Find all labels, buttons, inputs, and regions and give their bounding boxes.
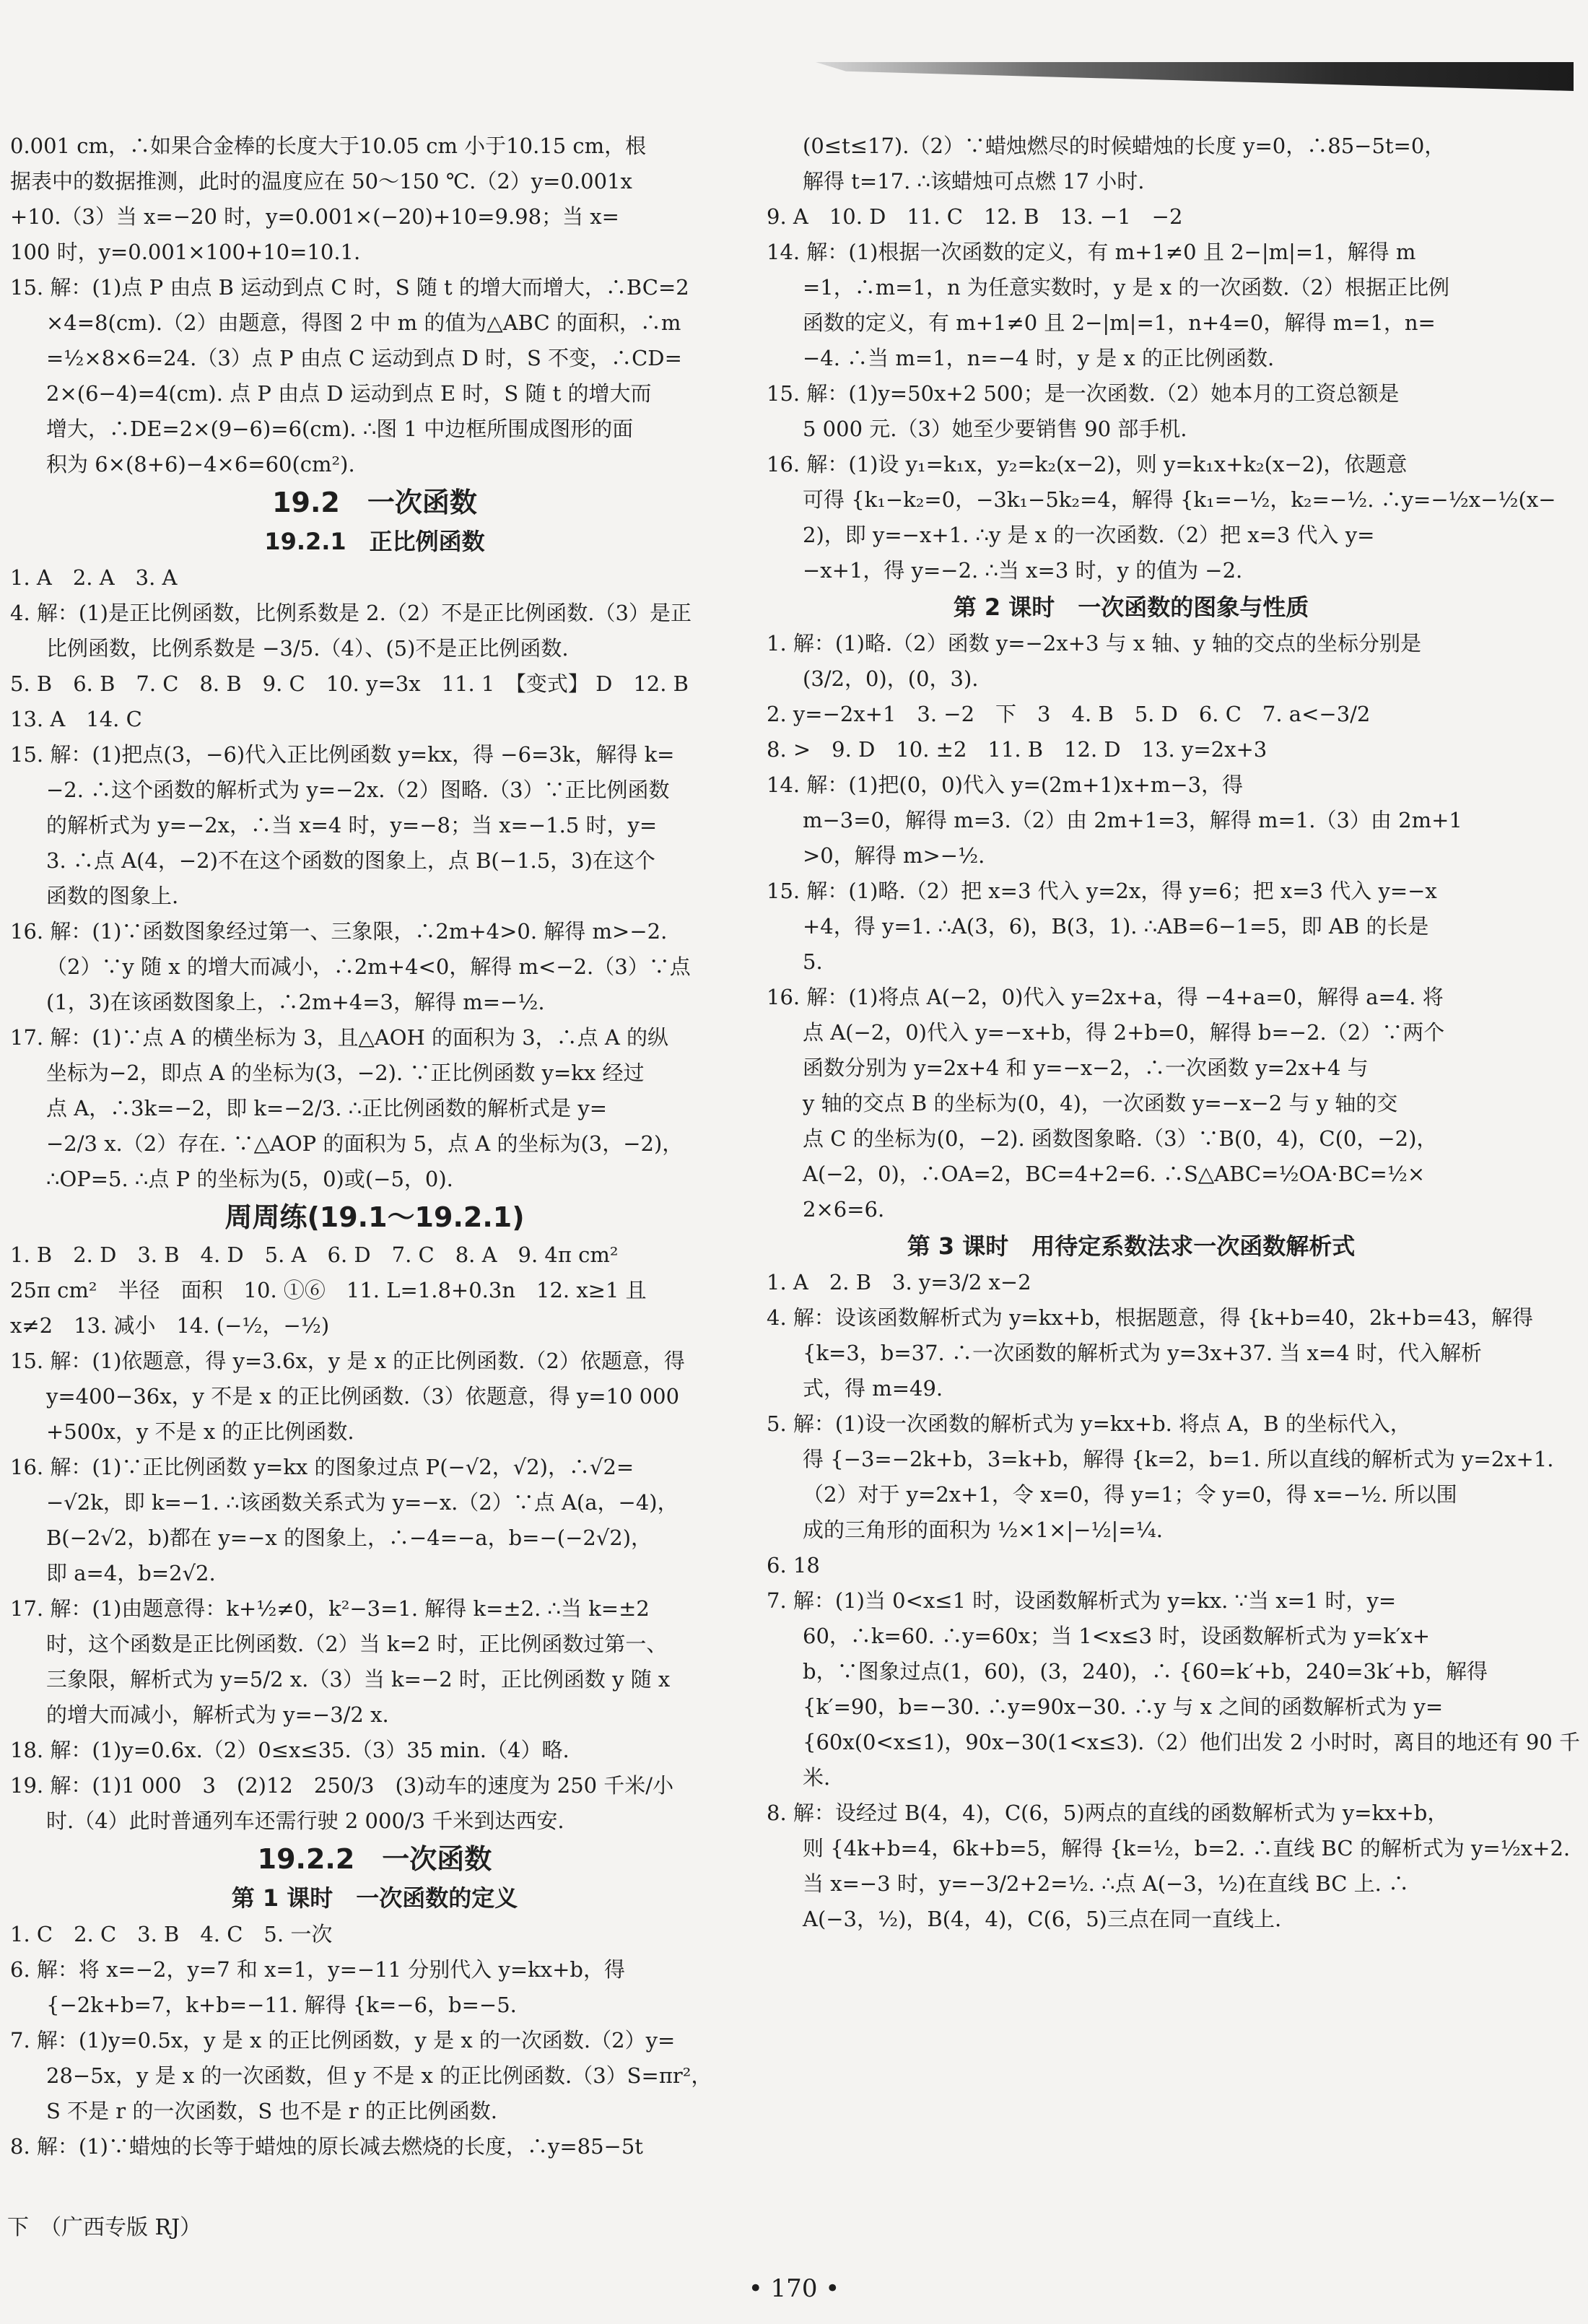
answer-line: y=400−36x，y 不是 x 的正比例函数.（3）依题意，得 y=10 000 [46, 1384, 680, 1409]
answer-line: 14. 解：(1)把(0，0)代入 y=(2m+1)x+m−3，得 [767, 773, 1244, 797]
answer-line: 7. 解：(1)当 0<x≤1 时，设函数解析式为 y=kx. ∵当 x=1 时，y= [767, 1588, 1397, 1613]
answer-line: 5. [803, 949, 823, 974]
answer-line: −2/3 x.（2）存在. ∵△AOP 的面积为 5，点 A 的坐标为(3，−2)， [46, 1131, 684, 1156]
answer-line: 17. 解：(1)由题意得：k+½≠0，k²−3=1. 解得 k=±2. ∴当 k=±2 [10, 1596, 650, 1621]
answer-line: 100 时，y=0.001×100+10=10.1. [10, 240, 361, 264]
answer-line: 解得 t=17. ∴该蜡烛可点燃 17 小时. [803, 169, 1145, 193]
answer-line: 增大，∴DE=2×(9−6)=6(cm). ∴图 1 中边框所围成图形的面 [46, 417, 634, 441]
answer-line: （2）∵y 随 x 的增大而减小，∴2m+4<0，解得 m<−2.（3）∵点 [46, 954, 691, 979]
answer-line: −√2k，即 k=−1. ∴该函数关系式为 y=−x.（2）∵点 A(a，−4)， [46, 1490, 679, 1515]
answer-line: ∴OP=5. ∴点 P 的坐标为(5，0)或(−5，0). [46, 1167, 453, 1191]
answer-line: 米. [803, 1765, 831, 1790]
answer-line: ×4=8(cm).（2）由题意，得图 2 中 m 的值为△ABC 的面积，∴m [46, 310, 681, 335]
answer-line: A(−3，½)，B(4，4)，C(6，5)三点在同一直线上. [803, 1907, 1282, 1931]
answer-line: +4，得 y=1. ∴A(3，6)，B(3，1). ∴AB=6−1=5，即 AB 的长是 [803, 914, 1429, 939]
answer-line: 时，这个函数是正比例函数.（2）当 k=2 时，正比例函数过第一、 [46, 1632, 668, 1656]
answer-line: 19. 解：(1)1 000 3 (2)12 250/3 (3)动车的速度为 250 千米/小 [10, 1773, 674, 1798]
answer-line: 的解析式为 y=−2x，∴当 x=4 时，y=−8；当 x=−1.5 时，y= [46, 813, 658, 837]
answer-line: {k′=90，b=−30. ∴y=90x−30. ∴y 与 x 之间的函数解析式为 y= [803, 1694, 1444, 1719]
answer-line: 17. 解：(1)∵点 A 的横坐标为 3，且△AOH 的面积为 3，∴点 A 的纵 [10, 1025, 669, 1050]
answer-line: 函数的定义，有 m+1≠0 且 2−|m|=1，n+4=0，解得 m=1，n= [803, 310, 1436, 335]
answer-line: {k=3，b=37. ∴一次函数的解析式为 y=3x+37. 当 x=4 时，代入解析 [803, 1341, 1482, 1365]
answer-line: −2. ∴这个函数的解析式为 y=−2x.（2）图略.（3）∵正比例函数 [46, 778, 670, 802]
answer-line: 点 A(−2，0)代入 y=−x+b，得 2+b=0，解得 b=−2.（2）∵两个 [803, 1020, 1445, 1045]
answer-line: S 不是 r 的一次函数，S 也不是 r 的正比例函数. [46, 2099, 497, 2123]
answer-line: 1. A 2. A 3. A [10, 565, 178, 590]
answer-line: 8. > 9. D 10. ±2 11. B 12. D 13. y=2x+3 [767, 737, 1268, 762]
answer-line: 1. B 2. D 3. B 4. D 5. A 6. D 7. C 8. A 9. 4π cm² [10, 1242, 619, 1267]
answer-line: −4. ∴当 m=1，n=−4 时，y 是 x 的正比例函数. [803, 346, 1275, 370]
answer-line: −x+1，得 y=−2. ∴当 x=3 时，y 的值为 −2. [803, 558, 1243, 583]
answer-line: 6. 解：将 x=−2，y=7 和 x=1，y=−11 分别代入 y=kx+b，得 [10, 1957, 625, 1982]
answer-line: 9. A 10. D 11. C 12. B 13. −1 −2 [767, 204, 1183, 229]
answer-line: 16. 解：(1)∵函数图象经过第一、三象限，∴2m+4>0. 解得 m>−2. [10, 919, 668, 944]
answer-line: 6. 18 [767, 1553, 820, 1577]
answer-line: 2. y=−2x+1 3. −2 下 3 4. B 5. D 6. C 7. a<−3/2 [767, 702, 1371, 726]
answer-line: 15. 解：(1)点 P 由点 B 运动到点 C 时，S 随 t 的增大而增大，∴BC=2 [10, 275, 689, 300]
answer-line: 点 C 的坐标为(0，−2). 函数图象略.（3）∵B(0，4)，C(0，−2)， [803, 1126, 1438, 1151]
answer-line: 三象限，解析式为 y=5/2 x.（3）当 k=−2 时，正比例函数 y 随 x [46, 1667, 671, 1692]
answer-line: 得 {−3=−2k+b，3=k+b，解得 {k=2，b=1. 所以直线的解析式为 y=2x+1. [803, 1447, 1554, 1471]
answer-line: 则 {4k+b=4，6k+b=5，解得 {k=½，b=2. ∴直线 BC 的解析式为 y=½x+2. [803, 1836, 1571, 1860]
subsection-heading: 19.2.1 正比例函数 [264, 528, 485, 555]
answer-line: 18. 解：(1)y=0.6x.（2）0≤x≤35.（3）35 min.（4）略. [10, 1738, 570, 1762]
answer-line: b，∵图象过点(1，60)，(3，240)，∴ {60=k′+b，240=3k′+b，解得 [803, 1659, 1488, 1684]
answer-line: 比例函数，比例系数是 −3/5.（4）、(5)不是正比例函数. [46, 636, 569, 661]
answer-line: 函数分别为 y=2x+4 和 y=−x−2，∴一次函数 y=2x+4 与 [803, 1056, 1369, 1080]
answer-line: 2)，即 y=−x+1. ∴y 是 x 的一次函数.（2）把 x=3 代入 y= [803, 523, 1375, 547]
answer-line: 1. A 2. B 3. y=3/2 x−2 [767, 1270, 1031, 1294]
answer-line: 15. 解：(1)略.（2）把 x=3 代入 y=2x，得 y=6；把 x=3 代入 y=−x [767, 879, 1437, 903]
answer-line: x≠2 13. 减小 14. (−½，−½) [10, 1313, 330, 1338]
answer-line: 时.（4）此时普通列车还需行驶 2 000/3 千米到达西安. [46, 1809, 564, 1833]
left-column [10, 129, 739, 2244]
answer-line: 5. 解：(1)设一次函数的解析式为 y=kx+b. 将点 A，B 的坐标代入， [767, 1411, 1411, 1436]
answer-line: {60x(0<x≤1)，90x−30(1<x≤3).（2）他们出发 2 小时时，离目的地还有 90 千 [803, 1730, 1581, 1754]
answer-line: 据表中的数据推测，此时的温度应在 50～150 ℃.（2）y=0.001x [10, 169, 632, 193]
subsection-heading: 第 3 课时 用待定系数法求一次函数解析式 [907, 1232, 1356, 1260]
answer-line: 即 a=4，b=2√2. [46, 1561, 216, 1585]
answer-line: (0≤t≤17).（2）∵蜡烛燃尽的时候蜡烛的长度 y=0，∴85−5t=0， [803, 134, 1446, 158]
answer-line: 14. 解：(1)根据一次函数的定义，有 m+1≠0 且 2−|m|=1，解得 m [767, 240, 1416, 264]
answer-line: 积为 6×(8+6)−4×6=60(cm²). [46, 452, 355, 476]
answer-line: 8. 解：设经过 B(4，4)，C(6，5)两点的直线的函数解析式为 y=kx+b， [767, 1801, 1449, 1825]
answer-line: 1. C 2. C 3. B 4. C 5. 一次 [10, 1922, 333, 1946]
answer-line: 坐标为−2，即点 A 的坐标为(3，−2). ∵正比例函数 y=kx 经过 [46, 1061, 645, 1085]
answer-line: =½×8×6=24.（3）点 P 由点 C 运动到点 D 时，S 不变，∴CD= [46, 346, 682, 370]
answer-line: （2）对于 y=2x+1，令 x=0，得 y=1；令 y=0，得 x=−½. 所以围 [803, 1482, 1457, 1507]
answer-line: A(−2，0)，∴OA=2，BC=4+2=6. ∴S△ABC=½OA·BC=½× [803, 1162, 1426, 1186]
answer-line: 可得 {k₁−k₂=0，−3k₁−5k₂=4，解得 {k₁=−½，k₂=−½. ∴y=−½x−½(x− [803, 487, 1556, 512]
answer-line: =1，∴m=1，n 为任意实数时，y 是 x 的一次函数.（2）根据正比例 [803, 275, 1449, 300]
answer-line: {−2k+b=7，k+b=−11. 解得 {k=−6，b=−5. [46, 1993, 517, 2017]
answer-line: >0，解得 m>−½. [803, 843, 985, 868]
page-number: • 170 • [748, 2274, 840, 2303]
right-column [767, 129, 1581, 2244]
answer-line: 15. 解：(1)把点(3，−6)代入正比例函数 y=kx，得 −6=3k，解得 k= [10, 742, 675, 767]
answer-line: 28−5x，y 是 x 的一次函数，但 y 不是 x 的正比例函数.（3）S=πr²， [46, 2063, 712, 2088]
answer-line: 15. 解：(1)y=50x+2 500；是一次函数.（2）她本月的工资总额是 [767, 381, 1400, 406]
answer-line: y 轴的交点 B 的坐标为(0，4)，一次函数 y=−x−2 与 y 轴的交 [803, 1091, 1398, 1115]
answer-line: 点 A，∴3k=−2，即 k=−2/3. ∴正比例函数的解析式是 y= [46, 1096, 608, 1120]
answer-line: B(−2√2，b)都在 y=−x 的图象上，∴−4=−a，b=−(−2√2)， [46, 1526, 653, 1550]
answer-line: 4. 解：(1)是正比例函数，比例系数是 2.（2）不是正比例函数.（3）是正 [10, 601, 692, 625]
answer-line: 25π cm² 半径 面积 10. ①⑥ 11. L=1.8+0.3n 12. x≥1 且 [10, 1278, 647, 1302]
answer-line: 3. ∴点 A(4，−2)不在这个函数的图象上，点 B(−1.5，3)在这个 [46, 848, 655, 873]
answer-line: 16. 解：(1)将点 A(−2，0)代入 y=2x+a，得 −4+a=0，解得 a=4. 将 [767, 985, 1444, 1009]
answer-line: m−3=0，解得 m=3.（2）由 2m+1=3，解得 m=1.（3）由 2m+1 [803, 808, 1462, 832]
answer-line: 函数的图象上. [46, 884, 179, 908]
answer-line: 16. 解：(1)∵正比例函数 y=kx 的图象过点 P(−√2，√2)，∴√2= [10, 1455, 634, 1479]
answer-line: 0.001 cm，∴如果合金棒的长度大于10.05 cm 小于10.15 cm，根 [10, 134, 647, 158]
answer-line: 8. 解：(1)∵蜡烛的长等于蜡烛的原长减去燃烧的长度，∴y=85−5t [10, 2134, 643, 2159]
answer-line: 4. 解：设该函数解析式为 y=kx+b，根据题意，得 {k+b=40，2k+b=43，解得 [767, 1305, 1533, 1330]
answer-line: 15. 解：(1)依题意，得 y=3.6x，y 是 x 的正比例函数.（2）依题意，得 [10, 1349, 685, 1373]
answer-line: (3/2，0)，(0，3). [803, 666, 979, 691]
section-heading: 19.2 一次函数 [272, 487, 477, 518]
answer-line: 5 000 元.（3）她至少要销售 90 部手机. [803, 417, 1187, 441]
answer-line: 13. A 14. C [10, 707, 142, 731]
answer-line: 5. B 6. B 7. C 8. B 9. C 10. y=3x 11. 1 【变式】 D 12. B [10, 671, 689, 696]
footer-edition: 下 （广西专版 RJ） [7, 2215, 202, 2240]
answer-line: 式，得 m=49. [803, 1376, 943, 1401]
answer-line: 16. 解：(1)设 y₁=k₁x，y₂=k₂(x−2)，则 y=k₁x+k₂(x−2)，依题意 [767, 452, 1408, 476]
answer-line: 成的三角形的面积为 ½×1×|−½|=¼. [803, 1518, 1163, 1542]
subsection-heading: 第 2 课时 一次函数的图象与性质 [953, 593, 1309, 621]
answer-line: +10.（3）当 x=−20 时，y=0.001×(−20)+10=9.98；当 x= [10, 204, 619, 229]
answer-line: 2×6=6. [803, 1197, 885, 1222]
answer-line: 当 x=−3 时，y=−3/2+2=½. ∴点 A(−3，½)在直线 BC 上. ∴ [803, 1871, 1410, 1896]
subsection-heading: 第 1 课时 一次函数的定义 [231, 1884, 518, 1912]
answer-line: 1. 解：(1)略.（2）函数 y=−2x+3 与 x 轴、y 轴的交点的坐标分别是 [767, 631, 1422, 656]
answer-line: 2×(6−4)=4(cm). 点 P 由点 D 运动到点 E 时，S 随 t 的增大而 [46, 381, 652, 406]
header-decoration-bar [816, 62, 1574, 91]
answer-line: (1，3)在该函数图象上，∴2m+4=3，解得 m=−½. [46, 990, 545, 1014]
section-heading: 19.2.2 一次函数 [257, 1843, 492, 1875]
answer-line: 的增大而减小，解析式为 y=−3/2 x. [46, 1702, 389, 1727]
answer-line: +500x，y 不是 x 的正比例函数. [46, 1419, 354, 1444]
section-heading: 周周练(19.1～19.2.1) [224, 1201, 525, 1233]
answer-line: 7. 解：(1)y=0.5x，y 是 x 的正比例函数，y 是 x 的一次函数.（2）y= [10, 2028, 676, 2053]
answer-line: 60，∴k=60. ∴y=60x；当 1<x≤3 时，设函数解析式为 y=k′x+ [803, 1624, 1431, 1648]
